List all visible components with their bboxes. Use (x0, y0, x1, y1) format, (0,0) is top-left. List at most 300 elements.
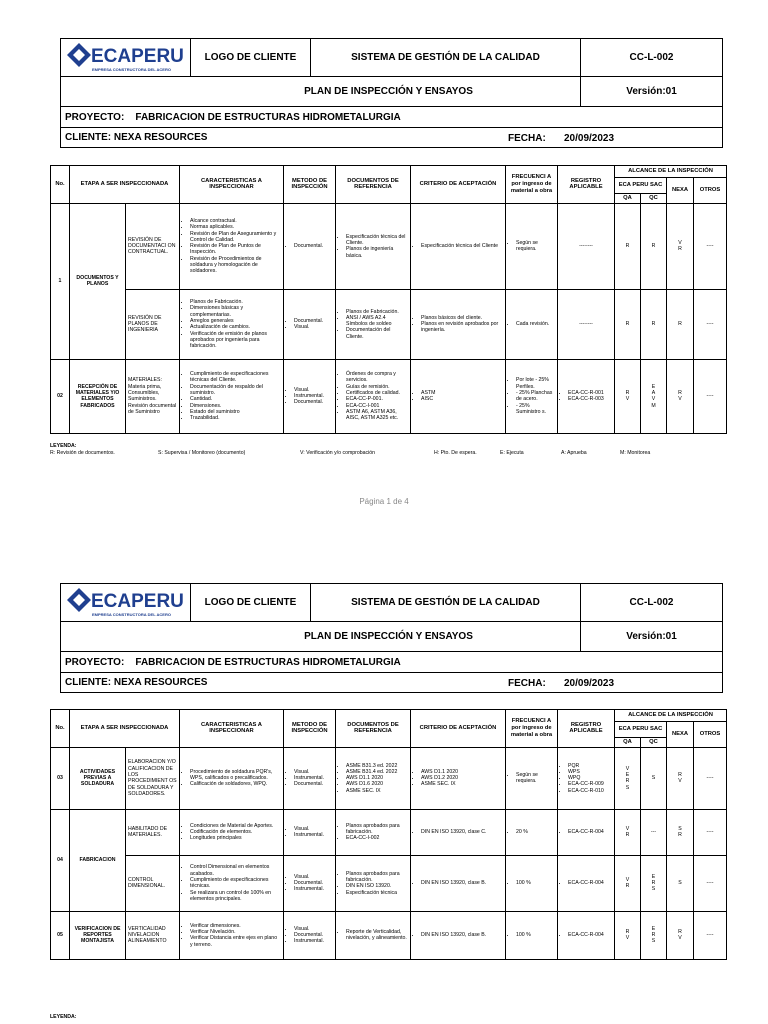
sub-stage-text: CONTROL DIMENSIONAL. (128, 877, 166, 890)
reference-docs-list (338, 823, 408, 842)
stage-number-text: 02 (57, 393, 63, 400)
characteristics-list-item: • Planos de Fabricación. (190, 299, 281, 305)
reference-docs-list-item: • DIN EN ISO 13920. (346, 883, 408, 889)
criteria-list (413, 880, 503, 886)
acceptance-criteria (411, 289, 506, 359)
frequency-list (508, 240, 555, 253)
stage-name (70, 359, 126, 433)
scope-qc-text: E A V M (651, 383, 656, 409)
legend-s: S: Supervisa / Monitoreo (documento) (158, 450, 246, 456)
date-value: 20/09/2023 (564, 133, 615, 144)
reference-docs (336, 203, 411, 289)
scope-nexa (667, 747, 694, 809)
frequency (506, 911, 558, 959)
scope-nexa-text: S R (678, 826, 682, 839)
characteristics-list-item: • Procedimiento de soldadura PQR's, WPS, calificados o precalificados. (190, 769, 281, 782)
client-logo-label: LOGO DE CLIENTE (191, 39, 311, 77)
acceptance-criteria (411, 359, 506, 433)
scope-qa-text: R V (625, 929, 630, 942)
record-list-item: • ECA-CC-R-003 (568, 396, 612, 402)
scope-qa (615, 911, 641, 959)
acceptance-criteria (411, 203, 506, 289)
scope-otros (694, 747, 727, 809)
reference-docs-list-item: • ECA-CC-I-002 (346, 835, 408, 841)
col-qc: QC (641, 738, 667, 748)
stage-name-text: DOCUMENTOS Y PLANOS (76, 275, 119, 288)
reference-docs (336, 747, 411, 809)
legend-r: R: Revisión de documentos. (50, 450, 115, 456)
sub-stage (126, 289, 180, 359)
characteristics-list-item: • Verificación de emisión de planos aprobados por ingeniería para fabricación. (190, 331, 281, 350)
characteristics-list-item: • Documentación de respaldo del suministro. (190, 384, 281, 397)
characteristics-list-item: • Estado del suministro (190, 409, 281, 415)
method-list-item: • Visual. (294, 926, 333, 932)
reference-docs-list-item: • Planos aprobados para fabricación. (346, 871, 408, 884)
characteristics-list-item: • Verificar Distancia entre ejes en plano y terreno. (190, 935, 281, 948)
client-name: CLIENTE: NEXA RESOURCES (65, 677, 208, 688)
col-no: No. (51, 166, 70, 204)
criteria-list-item: • ASME SEC. IX (421, 781, 503, 787)
method-list-item: • Documental. (294, 781, 333, 787)
project-name: FABRICACION DE ESTRUCTURAS HIDROMETALURGIA (135, 111, 401, 123)
sub-stage (126, 203, 180, 289)
col-qa: QA (615, 738, 641, 748)
scope-otros-text: ---- (706, 880, 714, 887)
document-header (60, 38, 723, 148)
reference-docs-list (338, 371, 408, 421)
scope-qa-text: V E R S (625, 765, 630, 791)
criteria-list-item: • AWS D1.1 2020 (421, 769, 503, 775)
scope-qa-text: V R (625, 826, 630, 839)
acceptance-criteria (411, 855, 506, 911)
frequency (506, 855, 558, 911)
table-row (51, 747, 727, 809)
scope-qc (641, 911, 667, 959)
scope-nexa (667, 809, 694, 855)
legend-title: LEYENDA: (50, 1014, 77, 1020)
col-caracteristicas: CARACTERISTICAS A INSPECCIONAR (180, 166, 284, 204)
acceptance-criteria (411, 747, 506, 809)
criteria-list-item: • Especificación técnica del Cliente (421, 243, 503, 249)
col-frecuencia: FRECUENCI A por ingreso de material a obra (506, 166, 558, 204)
frequency-list-item: • 100 % (516, 880, 555, 886)
col-otros: OTROS (694, 178, 727, 204)
stage-name-text: VERIFICACION DE REPORTES MONTAJISTA (74, 925, 121, 945)
criteria-list (413, 932, 503, 938)
scope-nexa-text: R V (678, 390, 682, 403)
characteristics-list-item: • Condiciones de Material de Aportes. (190, 823, 281, 829)
method-list-item: • Instrumental. (294, 775, 333, 781)
reference-docs-list-item: • Órdenes de compra y servicios. (346, 371, 408, 384)
characteristics-list (182, 923, 281, 948)
scope-qa-text: R (625, 243, 630, 250)
characteristics-list-item: • Cumplimiento de especificaciones técnicas del Cliente. (190, 371, 281, 384)
sub-stage (126, 855, 180, 911)
table-row (51, 359, 727, 433)
reference-docs-list-item: • Planos de Fabricación. (346, 309, 408, 315)
scope-qa-text: R (625, 321, 630, 328)
sub-stage-text: VERTICALIDAD NIVELACION ALINEAMIENTO (128, 925, 167, 945)
method-list (286, 769, 333, 788)
col-alcance: ALCANCE DE LA INSPECCIÓN (615, 710, 727, 722)
stage-number (51, 203, 70, 359)
reference-docs (336, 289, 411, 359)
scope-nexa-text: S (678, 880, 682, 887)
record-list (560, 932, 612, 938)
method-list-item: • Instrumental. (294, 938, 333, 944)
characteristics-list-item: • Arreglos generales (190, 318, 281, 324)
record-list (560, 390, 612, 403)
method (284, 359, 336, 433)
version: Versión:01 (581, 622, 723, 652)
stage-number-text: 05 (57, 932, 63, 939)
criteria-list-item: • Planos en revisión aprobados por ingeniería. (421, 321, 503, 334)
record-list-item: • ECA-CC-R-004 (568, 880, 612, 886)
date-label: FECHA: (508, 678, 546, 689)
characteristics (180, 747, 284, 809)
col-etapa: ETAPA A SER INSPECCIONADA (70, 166, 180, 204)
frequency-list-item: • - 25% Planchas de acero. (516, 390, 555, 403)
reference-docs-list-item: • ECA-CC-P-001. (346, 396, 408, 402)
stage-name-text: ACTIVIDADES PREVIAS A SOLDADURA (79, 768, 116, 788)
company-logo (61, 39, 191, 77)
col-caracteristicas: CARACTERISTICAS A INSPECCIONAR (180, 710, 284, 748)
scope-nexa-text: V R (678, 240, 682, 253)
frequency-list (508, 321, 555, 327)
criteria-list-item: • AISC (421, 396, 503, 402)
scope-otros-text: ---- (706, 829, 714, 836)
legend-1 (50, 443, 730, 456)
record-list (560, 880, 612, 886)
scope-nexa (667, 203, 694, 289)
reference-docs-list-item: • Certificados de calidad. (346, 390, 408, 396)
reference-docs-list-item: • ASTM A6, ASTM A36, AISC, ASTM A325 etc. (346, 409, 408, 422)
characteristics-list (182, 218, 281, 275)
col-nexa: NEXA (667, 178, 694, 204)
scope-qa-text: R V (625, 390, 630, 403)
characteristics-list-item: • Actualización de cambios. (190, 324, 281, 330)
method (284, 203, 336, 289)
scope-qc-text: --- (650, 829, 657, 836)
characteristics (180, 855, 284, 911)
acceptance-criteria (411, 911, 506, 959)
reference-docs-list-item: • AWS D1.1 2020 (346, 775, 408, 781)
record-list-item: • ECA-CC-R-001 (568, 390, 612, 396)
record-list-item: • WPS (568, 769, 612, 775)
col-criterio: CRITERIO DE ACEPTACIÓN (411, 710, 506, 748)
record-list-item: • WPQ (568, 775, 612, 781)
scope-qa (615, 203, 641, 289)
col-no: No. (51, 710, 70, 748)
stage-number-text: 1 (58, 278, 62, 285)
method-list-item: • Visual. (294, 826, 333, 832)
document-header-2 (60, 583, 723, 693)
stage-name (70, 203, 126, 359)
characteristics-list-item: • Alcance contractual. (190, 218, 281, 224)
inspection-table-1 (50, 165, 727, 434)
inspection-table-2 (50, 709, 727, 960)
method-list (286, 826, 333, 839)
reference-docs-list (338, 929, 408, 942)
sub-stage-text: REVISIÓN DE DOCUMENTACI ON CONTRACTUAL. (128, 236, 176, 256)
col-otros: OTROS (694, 722, 727, 748)
legend-h: H: Pto. De espera. (434, 450, 477, 456)
scope-otros (694, 855, 727, 911)
document-code: CC-L-002 (581, 39, 723, 77)
legend-m: M: Monitorea (620, 450, 651, 456)
col-etapa: ETAPA A SER INSPECCIONADA (70, 710, 180, 748)
reference-docs (336, 911, 411, 959)
record-list-item: • ECA-CC-R-010 (568, 788, 612, 794)
characteristics (180, 289, 284, 359)
characteristics-list-item: • Cantidad. (190, 396, 281, 402)
scope-nexa (667, 911, 694, 959)
frequency-list (508, 829, 555, 835)
criteria-list (413, 769, 503, 788)
scope-qa (615, 809, 641, 855)
table-row (51, 911, 727, 959)
record (558, 911, 615, 959)
reference-docs-list (338, 763, 408, 794)
record-list-item: • ECA-CC-R-004 (568, 829, 612, 835)
characteristics-list-item: • Calificación de soldadores, WPQ. (190, 781, 281, 787)
scope-otros-text: ---- (706, 932, 714, 939)
reference-docs-list-item: • ANSI / AWS A2.4 Símbolos de soldeo (346, 315, 408, 328)
record-list (560, 829, 612, 835)
record-list-item: • PQR (568, 763, 612, 769)
client-name: CLIENTE: NEXA RESOURCES (65, 132, 208, 143)
scope-qa (615, 289, 641, 359)
reference-docs-list-item: • ASME B31.3 ed. 2022 (346, 763, 408, 769)
col-eca: ECA PERU SAC (615, 722, 667, 738)
date-label: FECHA: (508, 133, 546, 144)
col-qc: QC (641, 194, 667, 204)
scope-qc-text: R (651, 321, 656, 328)
stage-name (70, 911, 126, 959)
method-list-item: • Visual. (294, 874, 333, 880)
criteria-list-item: • DIN EN ISO 13920, clase C. (421, 829, 503, 835)
table-row (51, 855, 727, 911)
frequency (506, 747, 558, 809)
sub-stage (126, 911, 180, 959)
method (284, 747, 336, 809)
sub-stage-text: ELABORACION Y/O CALIFICACION DE LOS PROCEDIMIENT OS DE SOLDADURA Y SOLDADORES. (128, 759, 177, 797)
characteristics-list (182, 299, 281, 349)
reference-docs-list-item: • Especificación técnica (346, 890, 408, 896)
characteristics-list-item: • Codificación de elementos. (190, 829, 281, 835)
method-list-item: • Visual. (294, 324, 333, 330)
scope-otros (694, 911, 727, 959)
criteria-list (413, 315, 503, 334)
record (558, 289, 615, 359)
frequency (506, 203, 558, 289)
characteristics-list-item: • Longitudes principales (190, 835, 281, 841)
system-title: SISTEMA DE GESTIÓN DE LA CALIDAD (311, 584, 581, 622)
system-title: SISTEMA DE GESTIÓN DE LA CALIDAD (311, 39, 581, 77)
characteristics-list-item: • Dimensiones. (190, 403, 281, 409)
table-row (51, 289, 727, 359)
characteristics-list-item: • Trazabilidad. (190, 415, 281, 421)
sub-stage (126, 747, 180, 809)
reference-docs-list-item: • Especificación técnica del Cliente. (346, 234, 408, 247)
scope-qc (641, 809, 667, 855)
stage-name-text: FABRICACION (79, 857, 116, 864)
acceptance-criteria (411, 809, 506, 855)
legend-v: V: Verificación y/o comprobación (300, 450, 376, 456)
col-registro: REGISTRO APLICABLE (558, 166, 615, 204)
frequency-list-item: • 20 % (516, 829, 555, 835)
stage-name (70, 809, 126, 911)
stage-number (51, 809, 70, 911)
method-list (286, 318, 333, 331)
stage-name (70, 747, 126, 809)
record (558, 855, 615, 911)
reference-docs (336, 809, 411, 855)
method-list-item: • Visual. (294, 769, 333, 775)
record (558, 747, 615, 809)
characteristics-list-item: • Dimensiones básicas y complementarias. (190, 305, 281, 318)
characteristics-list-item: • Revisión de Procedimientos de soldadura y homologación de soldadores. (190, 256, 281, 275)
record (558, 203, 615, 289)
record-text: -------- (579, 321, 593, 328)
legend-e: E: Ejecuta (500, 450, 524, 456)
scope-qa (615, 359, 641, 433)
col-eca: ECA PERU SAC (615, 178, 667, 194)
frequency (506, 359, 558, 433)
method-list-item: • Documental. (294, 932, 333, 938)
method-list-item: • Documental. (294, 399, 333, 405)
legend-2 (50, 1014, 77, 1020)
scope-nexa-text: R (678, 321, 682, 328)
sub-stage (126, 359, 180, 433)
characteristics-list-item: • Verificar dimensiones. (190, 923, 281, 929)
frequency-list (508, 880, 555, 886)
criteria-list-item: • ASTM (421, 390, 503, 396)
characteristics-list (182, 371, 281, 421)
characteristics (180, 359, 284, 433)
criteria-list-item: • AWS D1.2 2020 (421, 775, 503, 781)
characteristics-list-item: • Revisión de Plan de Aseguramiento y Control de Calidad. (190, 231, 281, 244)
table-row (51, 203, 727, 289)
scope-otros-text: ---- (706, 775, 714, 782)
characteristics-list (182, 823, 281, 842)
sub-stage-text: MATERIALES: Materia prima, Consumibles, Suministros. Revisión documental de Suministro (128, 377, 177, 415)
col-nexa: NEXA (667, 722, 694, 748)
sub-stage-text: REVISIÓN DE PLANOS DE INGENIERIA (128, 314, 162, 334)
characteristics-list (182, 769, 281, 788)
logo-text: ECAPERU (91, 45, 184, 67)
sub-stage (126, 809, 180, 855)
method-list-item: • Documental. (294, 243, 333, 249)
col-documentos: DOCUMENTOS DE REFERENCIA (336, 166, 411, 204)
col-criterio: CRITERIO DE ACEPTACIÓN (411, 166, 506, 204)
stage-number (51, 747, 70, 809)
frequency-list-item: • Por lote - 25% Perfiles. (516, 377, 555, 390)
col-metodo: METODO DE INSPECCIÓN (284, 710, 336, 748)
client-row (61, 673, 723, 693)
logo-text: ECAPERU (91, 590, 184, 612)
scope-otros (694, 289, 727, 359)
project-label: PROYECTO: (65, 111, 125, 123)
reference-docs-list (338, 309, 408, 340)
characteristics-list-item: • Normas aplicables. (190, 224, 281, 230)
method-list-item: • Visual. (294, 387, 333, 393)
method (284, 809, 336, 855)
scope-otros-text: ---- (706, 393, 714, 400)
scope-qc (641, 855, 667, 911)
reference-docs-list-item: • Planos aprobados para fabricación. (346, 823, 408, 836)
table-row (51, 809, 727, 855)
criteria-list-item: • Planos básicos del cliente. (421, 315, 503, 321)
stage-number-text: 03 (57, 775, 63, 782)
record-text: -------- (579, 243, 593, 250)
record-list-item: • ECA-CC-R-009 (568, 781, 612, 787)
frequency-list-item: • Según se requiera. (516, 772, 555, 785)
client-row (61, 128, 723, 148)
frequency-list-item: • 100 % (516, 932, 555, 938)
page-number: Página 1 de 4 (359, 497, 409, 506)
scope-qc-text: S (651, 775, 656, 782)
scope-otros (694, 359, 727, 433)
record (558, 809, 615, 855)
scope-qa (615, 855, 641, 911)
reference-docs-list-item: • Guías de remisión. (346, 384, 408, 390)
reference-docs-list-item: • Reporte de Verticalidad, nivelación, y alineamiento. (346, 929, 408, 942)
method-list-item: • Instrumental. (294, 832, 333, 838)
method-list (286, 926, 333, 945)
scope-qa-text: V R (625, 877, 630, 890)
frequency-list-item: • - 25% Suministro s. (516, 403, 555, 416)
client-logo-label: LOGO DE CLIENTE (191, 584, 311, 622)
scope-qc-text: E R S (651, 925, 656, 945)
frequency (506, 809, 558, 855)
frequency-list-item: • Según se requiera. (516, 240, 555, 253)
scope-qc (641, 289, 667, 359)
scope-qc (641, 203, 667, 289)
project-label: PROYECTO: (65, 656, 125, 668)
reference-docs-list-item: • Documentación del Cliente. (346, 327, 408, 340)
scope-qc-text: E R S (651, 873, 656, 893)
characteristics-list-item: • Control Dimensional en elementos acabados. (190, 864, 281, 877)
method-list-item: • Instrumental. (294, 393, 333, 399)
scope-otros (694, 809, 727, 855)
reference-docs-list (338, 871, 408, 896)
sub-stage-text: HABILITADO DE MATERIALES. (128, 826, 168, 839)
scope-nexa (667, 855, 694, 911)
scope-qc (641, 359, 667, 433)
logo-subtitle: EMPRESA CONSTRUCTORA DEL ACERO (92, 611, 171, 617)
reference-docs (336, 855, 411, 911)
date-value: 20/09/2023 (564, 678, 615, 689)
method-list (286, 387, 333, 406)
stage-number (51, 911, 70, 959)
logo-subtitle: EMPRESA CONSTRUCTORA DEL ACERO (92, 66, 171, 72)
legend-a: A: Aprueba (561, 450, 587, 456)
version: Versión:01 (581, 77, 723, 107)
reference-docs-list-item: • Planos de ingeniería básica. (346, 246, 408, 259)
frequency (506, 289, 558, 359)
method (284, 911, 336, 959)
characteristics-list-item: • Cumplimiento de especificaciones técnicas. (190, 877, 281, 890)
reference-docs (336, 359, 411, 433)
scope-nexa (667, 289, 694, 359)
method-list-item: • Documental. (294, 880, 333, 886)
project-row (61, 107, 723, 128)
col-frecuencia: FRECUENCI A por ingreso de material a obra (506, 710, 558, 748)
scope-nexa-text: R V (678, 929, 682, 942)
company-logo (61, 584, 191, 622)
characteristics (180, 911, 284, 959)
